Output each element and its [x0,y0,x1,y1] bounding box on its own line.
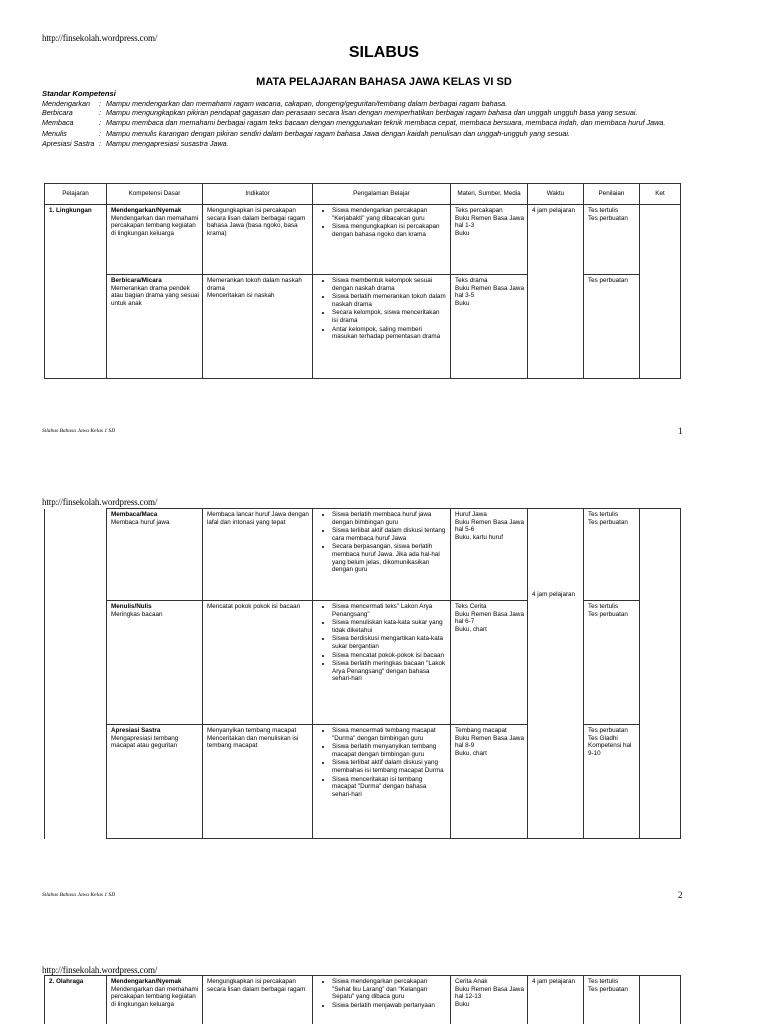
cell-pengalaman [313,205,451,275]
cell-indikator: Membaca lancar huruf Jawa dengan lafal dan intonasi yang tepat [203,509,313,601]
cell-indikator: Mengungkapkan isi percakapan secara lisan dalam berbagai ragam [203,976,313,1024]
list-item: • Siswa berlatih menjawab pertanyaan [332,1002,447,1010]
cell-pelajaran: 1. Lingkungan [45,205,107,379]
cell-kd [107,601,203,725]
cell-indikator: Mencatat pokok pokok isi bacaan [203,601,313,725]
list-item: • Siswa menceritakan isi tembang macapat "Durma" dengan bahasa sehari-hari [332,776,447,799]
standar-key: Apresiasi Sastra [42,138,95,148]
footer-doc-name: Silabus Bahasa Jawa Kelas 1 SD [42,428,116,434]
standar-kompetensi [42,89,732,148]
table-row [45,205,681,275]
list-item: • Siswa mendengarkan percakapan "Sehat Iku Larang" dan "Kelangan Sepatu" yang dibaca guru [332,978,447,1001]
standar-key: Berbicara [42,108,73,117]
cell-pengalaman [313,725,451,839]
doc-subtitle: MATA PELAJARAN BAHASA JAWA KELAS VI SD [256,76,512,88]
list-item: • Siswa mendengarkan percakapan "Kerjabakti" yang dibacakan guru [332,207,447,222]
doc-title: SILABUS [348,44,420,61]
cell-ket [640,976,681,1024]
table-row [45,725,681,839]
header-pengalaman-belajar: Pengalaman Belajar [313,184,451,205]
cell-penilaian: Tes tertulis Tes perbuatan [584,976,640,1024]
kd-body: Mendengarkan dan memahami percakapan tembang kegiatan di lingkungan keluarga [111,214,199,237]
cell-pengalaman [313,275,451,379]
page-number: 2 [678,890,683,900]
kd-body: Meringkas bacaan [111,610,163,618]
cell-pelajaran: 2. Olahraga [45,976,107,1024]
header-kompetensi-dasar: Kompetensi Dasar [107,184,203,205]
table-header-row [45,184,681,205]
kd-title: Menulis/Nulis [111,603,152,610]
cell-pengalaman [313,601,451,725]
cell-materi: Huruf Jawa Buku Remen Basa Jawa hal 5-6 Buku, kartu huruf [451,509,528,601]
cell-penilaian: Tes tertulis Tes perbuatan [584,205,640,275]
cell-materi: Teks drama Buku Remen Basa Jawa hal 3-5 Buku [451,275,528,379]
cell-pengalaman [313,509,451,601]
header-waktu: Waktu [528,184,584,205]
standar-heading: Standar Kompetensi [42,89,116,98]
cell-ket [640,205,681,379]
kd-title: Apresiasi Sastra [111,727,161,734]
page3-region [0,965,768,1024]
list-item: • Antar kelompok, saling memberi masukan terhadap pementasan drama [332,326,447,341]
page-number: 1 [678,426,683,436]
cell-waktu: 4 jam pelajaran [528,976,584,1024]
list-item: • Siswa berlatih memerankan tokoh dalam naskah drama [332,293,447,308]
silabus-table-page3 [44,975,681,1024]
standar-value: Mampu mendengarkan dan memahami ragam wacana, cakapan, dongeng/geguritan/tembang dalam berbagai ragam bahasa. [106,98,508,108]
list-item: • Siswa berlatih membaca huruf jawa dengan bimbingan guru [332,511,447,526]
table-row [45,275,681,379]
table-row [45,976,681,1024]
kd-body: Membaca huruf jawa [111,518,170,526]
cell-indikator: Menyanyikan tembang macapat Menceritakan dan menuliskan isi tembang macapat [203,725,313,839]
list-item: • Secara kelompok, siswa menceritakan isi drama [332,309,447,324]
standar-item: Mendengarkan : Mampu mendengarkan dan memahami ragam wacana, cakapan, dongeng/geguritan/tembang dalam berbagai ragam bahasa. [42,99,732,109]
standar-key: Membaca [42,117,74,127]
kd-title: Berbicara/Micara [111,277,162,284]
list-item: • Siswa mencermati tembang macapat "Durma" dengan bimbingan guru [332,727,447,742]
header-indikator: Indikator [203,184,313,205]
site-url[interactable]: http://finsekolah.wordpress.com/ [42,497,158,507]
header-penilaian: Penilaian [584,184,640,205]
kd-title: Mendengarkan/Nyemak [111,978,182,985]
list-item: • Siswa terlibat aktif dalam diskusi tentang cara membaca huruf Jawa [332,527,447,542]
cell-penilaian: Tes perbuatan [584,275,640,379]
cell-materi: Tembang macapat Buku Remen Basa Jawa hal 8-9 Buku, chart [451,725,528,839]
standar-value: Mampu menulis karangan dengan pikiran sendiri dalam berbagai ragam bahasa Jawa dengan kaidah penulisan dan unggah-ungguh yang sesuai. [106,129,570,138]
list-item: • Siswa terlibat aktif dalam diskusi yang membahas isi tembang macapat Durma [332,759,447,774]
kd-body: Mendengarkan dan memahami percakapan tembang kegiatan di lingkungan keluarga [111,985,199,1008]
list-item: • Secara berpasangan, siswa berlatih membaca huruf Jawa. Jika ada hal-hal yang belum jelas, dikomunikasikan dengan guru [332,543,447,573]
kd-title: Membaca/Maca [111,511,158,518]
table-row [45,601,681,725]
standar-value: Mampu mengungkapkan pikiran pendapat gagasan dan perasaan secara lisan dengan memperhatikan berbagai ragam bahasa dan unggah ungguh basa yang sesuai. [106,108,638,117]
footer-doc-name: Silabus Bahasa Jawa Kelas 1 SD [42,892,116,898]
standar-item: Menulis : Mampu menulis karangan dengan pikiran sendiri dalam berbagai ragam bahasa Jawa dengan kaidah penulisan dan unggah-ungguh yang sesuai. [42,129,732,139]
standar-key: Mendengarkan [42,98,90,108]
standar-item: Membaca : Mampu membaca dan memahami berbagai ragam teks bacaan dengan menggunakan teknik membaca cepat, membaca bersuara, membaca indah, dan membaca huruf Jawa. [42,118,732,128]
list-item: • Siswa berlatih meringkas bacaan "Lakok Arya Penangsang" dengan bahasa sehari-hari [332,660,447,683]
standar-value: Mampu mengapresiasi susastra Jawa. [106,138,229,148]
cell-pelajaran [45,509,107,839]
table-row [45,509,681,601]
cell-materi: Teks percakapan Buku Remen Basa Jawa hal 1-3 Buku [451,205,528,275]
list-item: • Siswa berlatih menyanyikan tembang macapat dengan bimbingan guru [332,743,447,758]
standar-value: Mampu membaca dan memahami berbagai ragam teks bacaan dengan menggunakan teknik membaca cepat, membaca bersuara, membaca indah, dan membaca huruf Jawa. [106,117,666,127]
site-url[interactable]: http://finsekolah.wordpress.com/ [42,965,158,975]
cell-kd [107,976,203,1024]
cell-penilaian: Tes perbuatan Tes Gladhi Kompetensi hal 9-10 [584,725,640,839]
silabus-table-page1 [44,183,681,379]
standar-key: Menulis [42,129,67,138]
cell-kd [107,725,203,839]
site-url[interactable]: http://finsekolah.wordpress.com/ [42,33,158,43]
cell-materi: Teks Cerita Buku Remen Basa Jawa hal 6-7 Buku, chart [451,601,528,725]
silabus-table-page2 [44,508,681,839]
list-item: • Siswa mencermati teks" Lakon Arya Penangsang" [332,603,447,618]
cell-kd [107,509,203,601]
cell-materi: Cerita Anak Buku Remen Basa Jawa hal 12-13 Buku [451,976,528,1024]
kd-body: Memerankan drama pendek atau bagian drama yang sesuai untuk anak [111,284,199,307]
cell-kd [107,205,203,275]
cell-waktu [528,509,584,601]
cell-penilaian: Tes tertulis Tes perbuatan [584,509,640,601]
list-item: • Siswa menuliskan kata-kata sukar yang tidak diketahui [332,619,447,634]
cell-penilaian: Tes tertulis Tes perbuatan [584,601,640,725]
list-item: • Siswa mencatat pokok-pokok isi bacaan [332,652,447,660]
cell-indikator: Mengungkapkan isi percakapan secara lisan dalam berbagai ragam bahasa Jawa (basa ngoko, basa krama) [203,205,313,275]
standar-item: Berbicara : Mampu mengungkapkan pikiran pendapat gagasan dan perasaan secara lisan dengan memperhatikan berbagai ragam bahasa dan unggah ungguh basa yang sesuai. [42,108,732,118]
header-materi: Materi, Sumber, Media [451,184,528,205]
list-item: • Siswa berdiskusi mengartikan kata-kata sukar bergantian [332,635,447,650]
header-pelajaran: Pelajaran [45,184,107,205]
cell-kd [107,275,203,379]
kd-body: Mengapresiasi tembang macapat atau geguritan [111,734,179,750]
cell-waktu: 4 jam pelajaran [528,205,584,379]
kd-title: Mendengarkan/Nyemak [111,207,182,214]
list-item: • Siswa membentuk kelompok sesuai dengan naskah drama [332,277,447,292]
cell-ket [640,509,681,839]
list-item: • Siswa mengungkapkan isi percakapan dengan bahasa ngoko dan krama [332,223,447,238]
cell-waktu: 4 jam pelajaran [528,591,584,829]
cell-indikator: Memerankan tokoh dalam naskah drama Menceritakan isi naskah [203,275,313,379]
standar-item: Apresiasi Sastra : Mampu mengapresiasi susastra Jawa. [42,139,732,149]
header-ket: Ket [640,184,681,205]
cell-pengalaman [313,976,451,1024]
